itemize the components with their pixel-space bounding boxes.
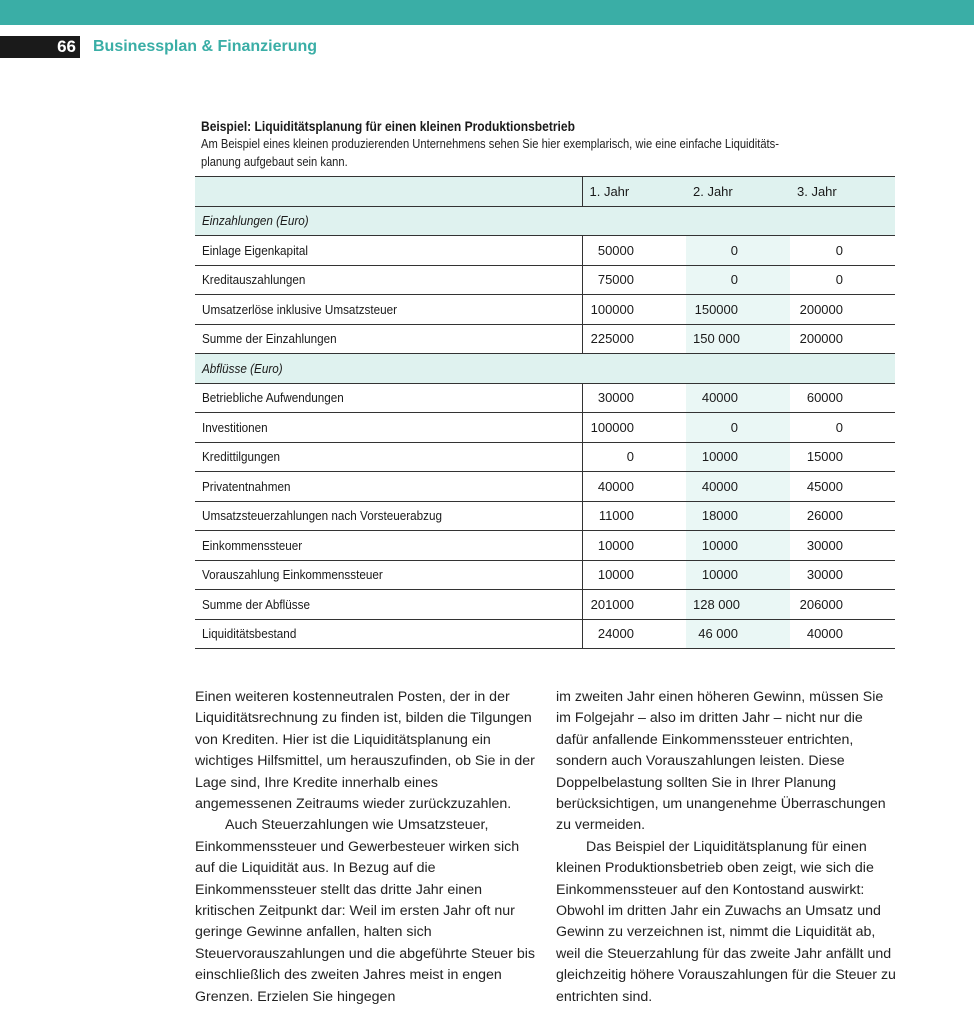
- cell-year-2: 10000: [686, 442, 790, 472]
- cell-year-3: 0: [790, 265, 895, 295]
- row-label: Betriebliche Aufwendungen: [195, 383, 582, 413]
- row-label: Summe der Abflüsse: [195, 590, 582, 620]
- row-label: Vorauszahlung Einkommenssteuer: [195, 560, 582, 590]
- column-header: 2. Jahr: [686, 177, 790, 207]
- table-row: [195, 236, 895, 266]
- paragraph: Einen weiteren kostenneutralen Posten, der in der Liquiditätsrechnung zu finden ist, bilden die Tilgungen von Krediten. Hier ist die Liquiditätsplanung ein wichtiges Hilfsmittel, um herauszufinden, ob Sie in der Lage sind, Ihre Kredite innerhalb eines angemessenen Zeitraums wieder zurückzuzahlen.: [195, 689, 535, 813]
- table-row: [195, 383, 895, 413]
- table-row: [195, 501, 895, 531]
- sum-row-einzahlungen: [195, 324, 895, 354]
- row-label: Kreditauszahlungen: [195, 265, 582, 295]
- row-label: Liquiditätsbestand: [195, 619, 582, 649]
- cell-year-3: 200000: [790, 295, 895, 325]
- section-label: Einzahlungen (Euro): [195, 206, 895, 236]
- paragraph: Das Beispiel der Liquiditätsplanung für einen kleinen Produktionsbetrieb oben zeigt, wie sich die Einkommenssteuer auf den Kontostand auswirkt: Obwohl im dritten Jahr ein Zuwachs an Umsatz und Gewinn zu verzeichnen ist, nimmt die Liquidität ab, weil die Steuerzahlung für das zweite Jahr anfällt und gleichzeitig höhere Vorauszahlungen für die Steuer zu entrichten sind.: [556, 838, 896, 1005]
- page-number: 66: [0, 36, 80, 58]
- table-caption: [201, 117, 881, 171]
- cell-year-1: 30000: [582, 383, 686, 413]
- cell-year-1: 24000: [582, 619, 686, 649]
- top-color-band: [0, 0, 974, 25]
- cell-year-3: 0: [790, 236, 895, 266]
- column-header: 1. Jahr: [582, 177, 686, 207]
- sum-row-abfluesse: [195, 590, 895, 620]
- liquidity-table: [195, 176, 895, 649]
- cell-year-1: 10000: [582, 531, 686, 561]
- table-row: [195, 442, 895, 472]
- cell-year-2: 128 000: [686, 590, 790, 620]
- row-label: Kredittilgungen: [195, 442, 582, 472]
- caption-text-line2: planung aufgebaut sein kann.: [201, 154, 348, 169]
- body-column-left: [195, 687, 535, 1008]
- cell-year-2: 0: [686, 413, 790, 443]
- cell-year-1: 100000: [582, 295, 686, 325]
- row-label: Umsatzerlöse inklusive Umsatzsteuer: [195, 295, 582, 325]
- paragraph: Auch Steuerzahlungen wie Umsatzsteuer, Einkommenssteuer und Gewerbesteuer wirken sich auf die Liquidität aus. In Bezug auf die Einkommenssteuer stellt das dritte Jahr einen kritischen Zeitpunkt dar: Weil im ersten Jahr oft nur geringe Gewinne anfallen, halten sich Steuervorauszahlungen und die abgeführte Steuer bis einschließlich des zweiten Jahres meist in engen Grenzen. Erzielen Sie hingegen: [195, 817, 535, 1005]
- row-label: Privatentnahmen: [195, 472, 582, 502]
- cell-year-2: 10000: [686, 531, 790, 561]
- cell-year-3: 200000: [790, 324, 895, 354]
- cell-year-2: 40000: [686, 472, 790, 502]
- row-label: Einlage Eigenkapital: [195, 236, 582, 266]
- cell-year-1: 50000: [582, 236, 686, 266]
- row-label: Einkommenssteuer: [195, 531, 582, 561]
- cell-year-3: 15000: [790, 442, 895, 472]
- section-row-abfluesse: [195, 354, 895, 384]
- table-header-row: [195, 177, 895, 207]
- cell-year-3: 0: [790, 413, 895, 443]
- paragraph: im zweiten Jahr einen höheren Gewinn, müssen Sie im Folgejahr – also im dritten Jahr – nicht nur die dafür anfallende Einkommenssteuer entrichten, sondern auch Vorauszahlungen leisten. Diese Doppelbelastung sollten Sie in Ihrer Planung berücksichtigen, um unangenehme Überraschungen zu vermeiden.: [556, 689, 886, 834]
- table-row: [195, 531, 895, 561]
- cell-year-2: 0: [686, 265, 790, 295]
- table-row: [195, 472, 895, 502]
- table-row: [195, 265, 895, 295]
- cell-year-1: 11000: [582, 501, 686, 531]
- column-header: 3. Jahr: [790, 177, 895, 207]
- cell-year-3: 30000: [790, 531, 895, 561]
- caption-text-line1: Am Beispiel eines kleinen produzierenden Unternehmens sehen Sie hier exemplarisch, wie eine einfache Liquiditäts-: [201, 136, 779, 151]
- cell-year-1: 0: [582, 442, 686, 472]
- header-label-cell: [195, 177, 582, 207]
- section-row-einzahlungen: [195, 206, 895, 236]
- row-label: Summe der Einzahlungen: [195, 324, 582, 354]
- cell-year-1: 201000: [582, 590, 686, 620]
- row-label: Investitionen: [195, 413, 582, 443]
- caption-title: Beispiel: Liquiditätsplanung für einen kleinen Produktionsbetrieb: [201, 118, 575, 134]
- cell-year-2: 10000: [686, 560, 790, 590]
- cell-year-2: 18000: [686, 501, 790, 531]
- row-label: Umsatzsteuerzahlungen nach Vorsteuerabzug: [195, 501, 582, 531]
- cell-year-2: 40000: [686, 383, 790, 413]
- table-row: [195, 295, 895, 325]
- cell-year-2: 150000: [686, 295, 790, 325]
- cell-year-1: 40000: [582, 472, 686, 502]
- cell-year-2: 0: [686, 236, 790, 266]
- table-row: [195, 413, 895, 443]
- cell-year-1: 225000: [582, 324, 686, 354]
- body-column-right: [556, 687, 896, 1008]
- cell-year-2: 46 000: [686, 619, 790, 649]
- cell-year-3: 60000: [790, 383, 895, 413]
- cell-year-3: 30000: [790, 560, 895, 590]
- cell-year-3: 206000: [790, 590, 895, 620]
- cell-year-2: 150 000: [686, 324, 790, 354]
- cell-year-3: 26000: [790, 501, 895, 531]
- running-title: Businessplan & Finanzierung: [93, 38, 318, 55]
- cell-year-3: 45000: [790, 472, 895, 502]
- cell-year-3: 40000: [790, 619, 895, 649]
- cell-year-1: 10000: [582, 560, 686, 590]
- cell-year-1: 100000: [582, 413, 686, 443]
- balance-row: [195, 619, 895, 649]
- section-label: Abflüsse (Euro): [195, 354, 895, 384]
- cell-year-1: 75000: [582, 265, 686, 295]
- table-row: [195, 560, 895, 590]
